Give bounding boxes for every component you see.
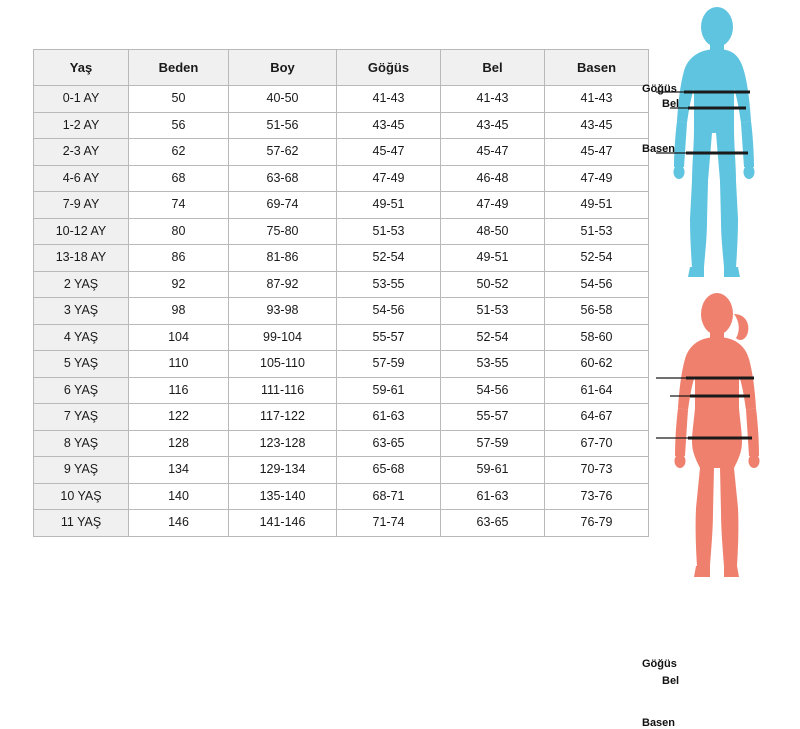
cell-beden: 104 (129, 324, 229, 351)
measurement-figures (640, 0, 800, 729)
cell-beden: 74 (129, 192, 229, 219)
cell-boy: 57-62 (229, 139, 337, 166)
cell-age: 2 YAŞ (34, 271, 129, 298)
cell-age: 7-9 AY (34, 192, 129, 219)
cell-gogus: 47-49 (337, 165, 441, 192)
cell-bel: 50-52 (441, 271, 545, 298)
girl-label-basen: Basen (642, 717, 676, 729)
cell-bel: 46-48 (441, 165, 545, 192)
cell-gogus: 43-45 (337, 112, 441, 139)
column-header-gogus: Göğüs (337, 50, 441, 86)
cell-basen: 49-51 (545, 192, 649, 219)
cell-age: 4 YAŞ (34, 324, 129, 351)
table-row (34, 86, 649, 113)
cell-beden: 116 (129, 377, 229, 404)
cell-gogus: 61-63 (337, 404, 441, 431)
cell-bel: 61-63 (441, 483, 545, 510)
cell-age: 8 YAŞ (34, 430, 129, 457)
cell-gogus: 51-53 (337, 218, 441, 245)
cell-basen: 67-70 (545, 430, 649, 457)
cell-beden: 68 (129, 165, 229, 192)
cell-boy: 111-116 (229, 377, 337, 404)
cell-gogus: 71-74 (337, 510, 441, 537)
table-row (34, 139, 649, 166)
cell-age: 4-6 AY (34, 165, 129, 192)
cell-gogus: 57-59 (337, 351, 441, 378)
cell-basen: 76-79 (545, 510, 649, 537)
cell-age: 7 YAŞ (34, 404, 129, 431)
boy-label-gogus: Göğüs (642, 83, 677, 95)
cell-age: 5 YAŞ (34, 351, 129, 378)
cell-basen: 51-53 (545, 218, 649, 245)
table-row (34, 271, 649, 298)
column-header-beden: Beden (129, 50, 229, 86)
cell-boy: 123-128 (229, 430, 337, 457)
cell-age: 6 YAŞ (34, 377, 129, 404)
table-body (34, 86, 649, 537)
girl-figure (640, 290, 800, 729)
cell-boy: 87-92 (229, 271, 337, 298)
cell-beden: 128 (129, 430, 229, 457)
table-row (34, 351, 649, 378)
cell-boy: 141-146 (229, 510, 337, 537)
cell-basen: 61-64 (545, 377, 649, 404)
cell-beden: 98 (129, 298, 229, 325)
girl-silhouette-icon (640, 290, 800, 590)
table-header-row (34, 50, 649, 86)
table-row (34, 483, 649, 510)
cell-beden: 80 (129, 218, 229, 245)
cell-gogus: 53-55 (337, 271, 441, 298)
cell-gogus: 54-56 (337, 298, 441, 325)
cell-gogus: 63-65 (337, 430, 441, 457)
table-row (34, 457, 649, 484)
cell-gogus: 65-68 (337, 457, 441, 484)
size-chart-container (33, 49, 648, 537)
cell-beden: 86 (129, 245, 229, 272)
cell-boy: 93-98 (229, 298, 337, 325)
cell-bel: 63-65 (441, 510, 545, 537)
cell-boy: 63-68 (229, 165, 337, 192)
cell-boy: 135-140 (229, 483, 337, 510)
cell-age: 1-2 AY (34, 112, 129, 139)
cell-bel: 54-56 (441, 377, 545, 404)
cell-gogus: 59-61 (337, 377, 441, 404)
cell-basen: 45-47 (545, 139, 649, 166)
cell-boy: 69-74 (229, 192, 337, 219)
cell-beden: 122 (129, 404, 229, 431)
table-header (34, 50, 649, 86)
cell-basen: 70-73 (545, 457, 649, 484)
table-row (34, 298, 649, 325)
column-header-basen: Basen (545, 50, 649, 86)
cell-beden: 56 (129, 112, 229, 139)
cell-beden: 50 (129, 86, 229, 113)
cell-basen: 64-67 (545, 404, 649, 431)
cell-beden: 110 (129, 351, 229, 378)
cell-bel: 57-59 (441, 430, 545, 457)
cell-bel: 52-54 (441, 324, 545, 351)
cell-boy: 105-110 (229, 351, 337, 378)
cell-basen: 43-45 (545, 112, 649, 139)
cell-age: 9 YAŞ (34, 457, 129, 484)
cell-age: 10-12 AY (34, 218, 129, 245)
table-row (34, 510, 649, 537)
cell-bel: 48-50 (441, 218, 545, 245)
table-row (34, 218, 649, 245)
cell-beden: 140 (129, 483, 229, 510)
column-header-boy: Boy (229, 50, 337, 86)
boy-label-basen: Basen (642, 143, 676, 155)
cell-boy: 75-80 (229, 218, 337, 245)
cell-bel: 45-47 (441, 139, 545, 166)
cell-beden: 146 (129, 510, 229, 537)
cell-gogus: 49-51 (337, 192, 441, 219)
cell-bel: 41-43 (441, 86, 545, 113)
girl-label-gogus: Göğüs (642, 658, 677, 670)
cell-basen: 58-60 (545, 324, 649, 351)
cell-beden: 62 (129, 139, 229, 166)
cell-basen: 73-76 (545, 483, 649, 510)
cell-gogus: 52-54 (337, 245, 441, 272)
cell-gogus: 41-43 (337, 86, 441, 113)
cell-boy: 40-50 (229, 86, 337, 113)
table-row (34, 192, 649, 219)
cell-age: 13-18 AY (34, 245, 129, 272)
column-header-yas: Yaş (34, 50, 129, 86)
cell-bel: 53-55 (441, 351, 545, 378)
cell-boy: 99-104 (229, 324, 337, 351)
cell-basen: 56-58 (545, 298, 649, 325)
cell-basen: 52-54 (545, 245, 649, 272)
boy-figure (640, 5, 800, 290)
cell-bel: 49-51 (441, 245, 545, 272)
cell-beden: 92 (129, 271, 229, 298)
cell-boy: 51-56 (229, 112, 337, 139)
cell-age: 10 YAŞ (34, 483, 129, 510)
cell-bel: 51-53 (441, 298, 545, 325)
table-row (34, 377, 649, 404)
table-row (34, 324, 649, 351)
boy-label-bel: Bel (662, 98, 680, 110)
table-row (34, 165, 649, 192)
cell-bel: 59-61 (441, 457, 545, 484)
table-row (34, 112, 649, 139)
cell-age: 11 YAŞ (34, 510, 129, 537)
cell-gogus: 45-47 (337, 139, 441, 166)
girl-label-bel: Bel (662, 675, 680, 687)
cell-gogus: 55-57 (337, 324, 441, 351)
cell-bel: 55-57 (441, 404, 545, 431)
table-row (34, 404, 649, 431)
cell-boy: 117-122 (229, 404, 337, 431)
cell-basen: 47-49 (545, 165, 649, 192)
size-chart-table (33, 49, 649, 537)
cell-basen: 60-62 (545, 351, 649, 378)
cell-boy: 129-134 (229, 457, 337, 484)
cell-bel: 43-45 (441, 112, 545, 139)
cell-age: 0-1 AY (34, 86, 129, 113)
column-header-bel: Bel (441, 50, 545, 86)
cell-basen: 54-56 (545, 271, 649, 298)
table-row (34, 430, 649, 457)
cell-gogus: 68-71 (337, 483, 441, 510)
cell-age: 2-3 AY (34, 139, 129, 166)
cell-basen: 41-43 (545, 86, 649, 113)
table-row (34, 245, 649, 272)
cell-bel: 47-49 (441, 192, 545, 219)
cell-age: 3 YAŞ (34, 298, 129, 325)
cell-beden: 134 (129, 457, 229, 484)
cell-boy: 81-86 (229, 245, 337, 272)
